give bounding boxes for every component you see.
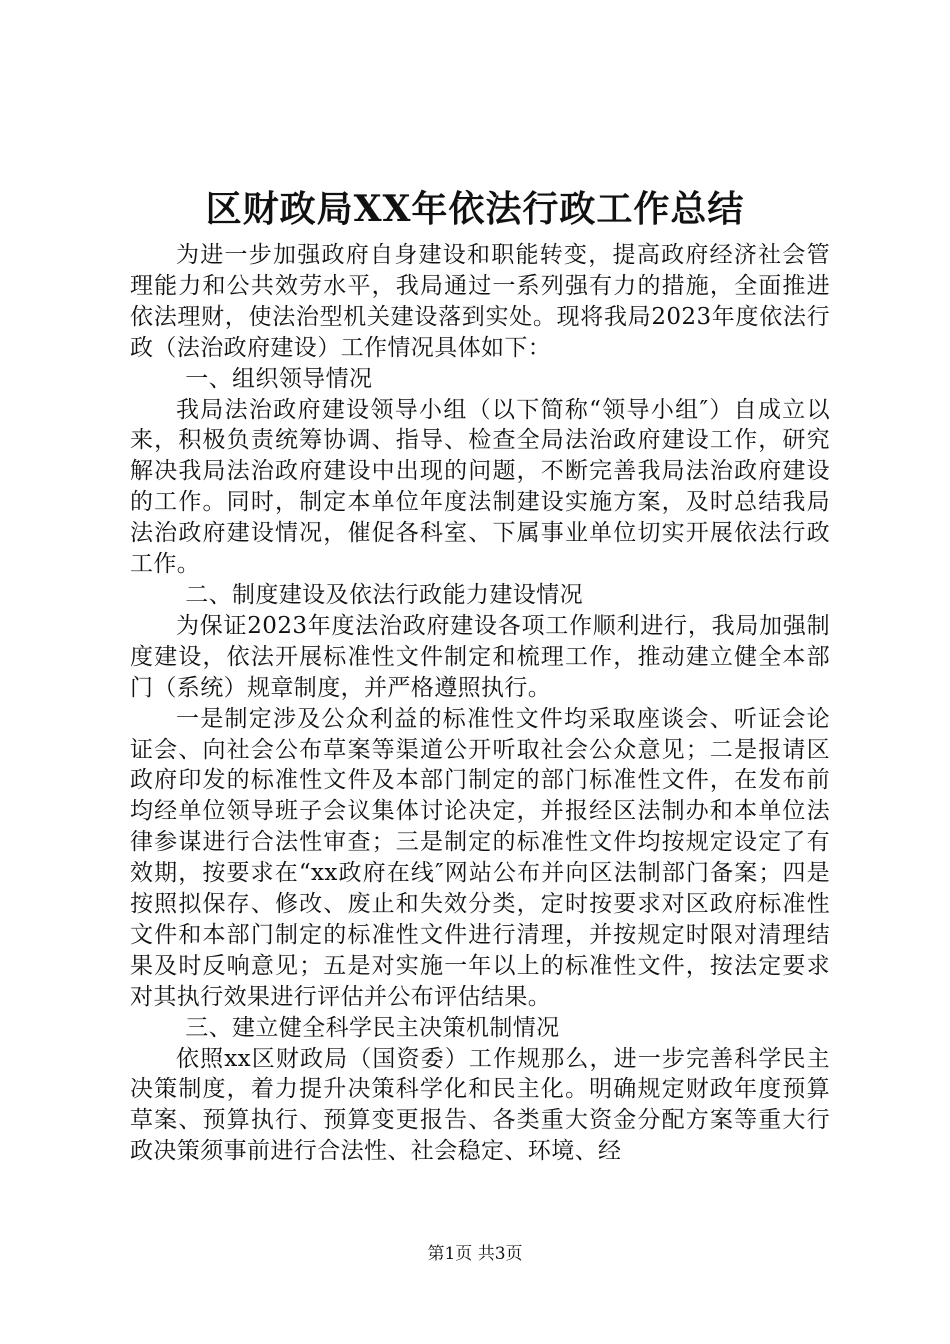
section-heading-1: 一、组织领导情况: [185, 365, 373, 392]
intro-paragraph: 为进一步加强政府自身建设和职能转变，提高政府经济社会管理能力和公共效劳水平，我局通过一系列强有力的措施，全面推进依法理财，使法治型机关建设落到实处。现将我局2023年度依法行政（法治政府建设）工作情况具体如下：: [130, 242, 830, 361]
section-heading-3: 三、建立健全科学民主决策机制情况: [185, 1014, 560, 1041]
section-3-paragraph: 依照xx区财政局（国资委）工作规那么，进一步完善科学民主决策制度，着力提升决策科学化和民主化。明确规定财政年度预算草案、预算执行、预算变更报告、各类重大资金分配方案等重大行政决策须事前进行合法性、社会稳定、环境、经: [130, 1045, 830, 1165]
section-2-paragraph-1: 为保证2023年度法治政府建设各项工作顺利进行，我局加强制度建设，依法开展标准性文件制定和梳理工作，推动建立健全本部门（系统）规章制度，并严格遵照执行。: [130, 612, 830, 701]
document-body: [130, 240, 830, 1167]
page-footer: 第1页 共3页: [427, 1244, 523, 1264]
document-title: 区财政局XX年依法行政工作总结: [205, 188, 745, 230]
section-1-paragraph: 我局法治政府建设领导小组（以下简称“领导小组″）自成立以来，积极负责统筹协调、指导、检查全局法治政府建设工作，研究解决我局法治政府建设中出现的问题，不断完善我局法治政府建设的工作。同时，制定本单位年度法制建设实施方案，及时总结我局法治政府建设情况，催促各科室、下属事业单位切实开展依法行政工作。: [130, 396, 830, 578]
section-2-paragraph-2: 一是制定涉及公众利益的标准性文件均采取座谈会、听证会论证会、向社会公布草案等渠道公开听取社会公众意见；二是报请区政府印发的标准性文件及本部门制定的部门标准性文件，在发布前均经单位领导班子会议集体讨论决定，并报经区法制办和本单位法律参谋进行合法性审查；三是制定的标准性文件均按规定设定了有效期，按要求在“xx政府在线″网站公布并向区法制部门备案；四是按照拟保存、修改、废止和失效分类，定时按要求对区政府标准性文件和本部门制定的标准性文件进行清理，并按规定时限对清理结果及时反响意见；五是对实施一年以上的标准性文件，按法定要求对其执行效果进行评估并公布评估结果。: [130, 705, 830, 1010]
section-heading-2: 二、制度建设及依法行政能力建设情况: [185, 581, 583, 608]
